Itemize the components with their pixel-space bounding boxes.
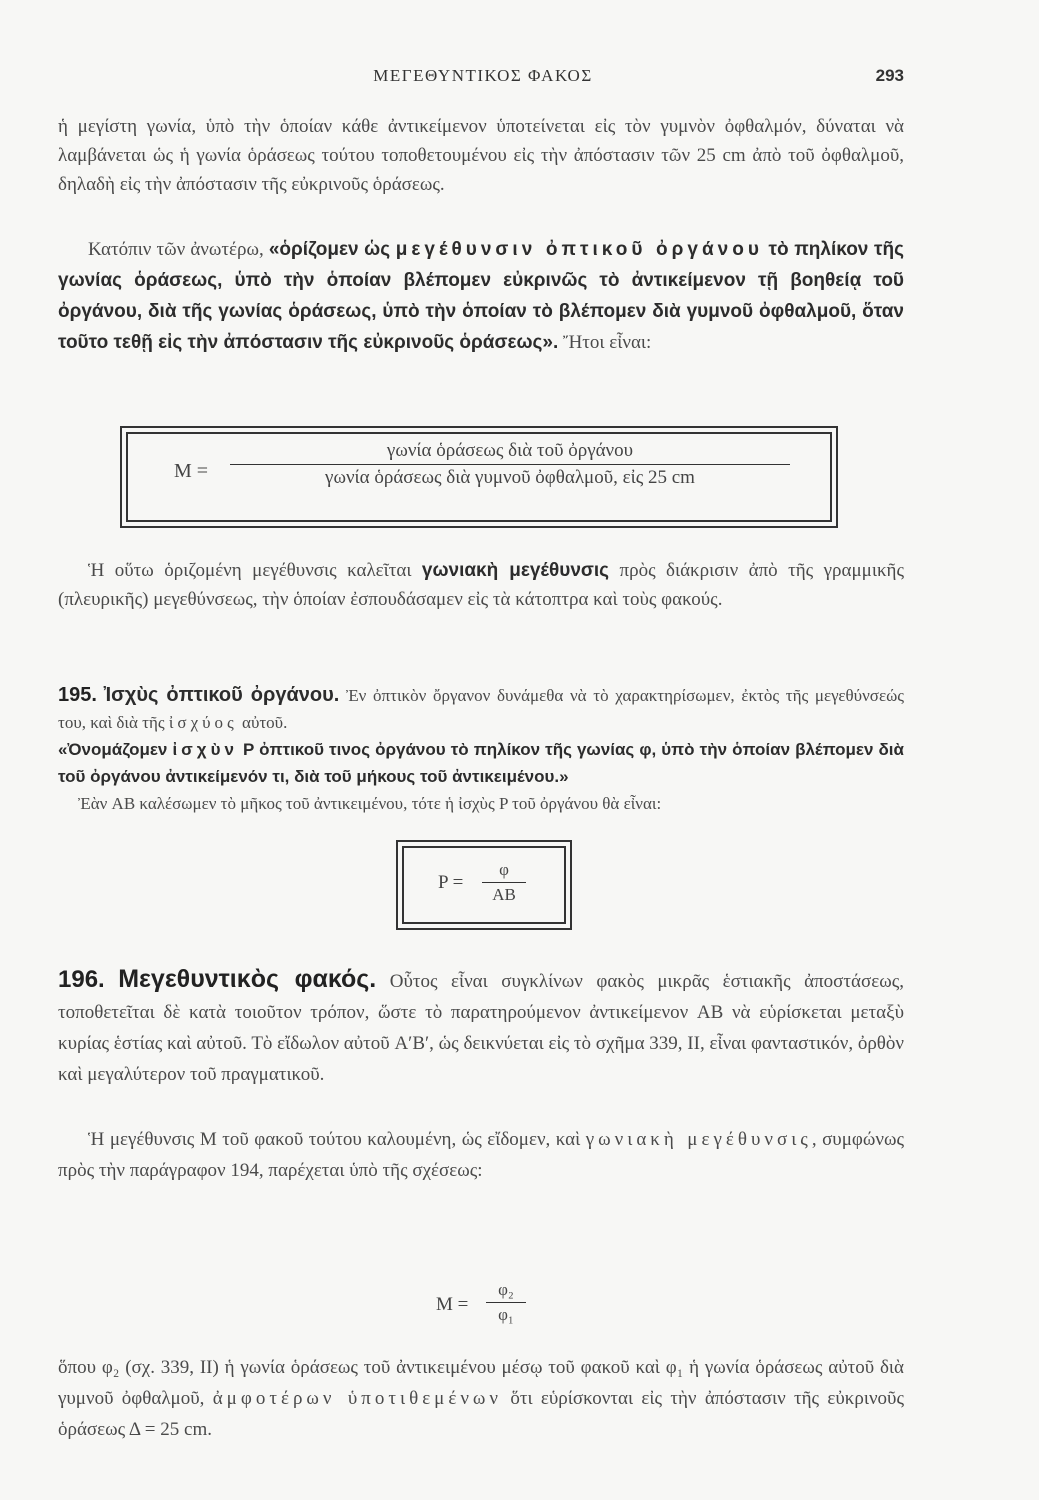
formula1-lhs: M = <box>174 460 209 482</box>
section-196 <box>58 964 904 1090</box>
section-195-number: 195. <box>58 684 97 706</box>
final-rest: ὅτι εὑρίσκονται εἰς τὴν ἀπόστασιν τῆς εὐκρινοῦς ὁράσεως Δ = 25 cm. <box>58 1388 904 1440</box>
paragraph-definition-magnification <box>58 234 904 358</box>
para3-term: γωνιακὴ μεγέθυνσις <box>421 560 610 581</box>
paragraph-1: ἡ μεγίστη γωνία, ὑπὸ τὴν ὁποίαν κάθε ἀντικείμενον ὑποτείνεται εἰς τὸν γυμνὸν ὀφθαλμόν, δύναται νὰ λαμβάνεται ὡς ἡ γωνία ὁράσεως τούτου τοποθετουμένου εἰς τὴν ἀπόστασιν τῶν 25 cm ἀπὸ τοῦ ὀφθαλμοῦ, δηλαδὴ εἰς τὴν ἀπόστασιν τῆς εὐκρινοῦς ὁράσεως. <box>58 116 904 195</box>
para2-def-start: «ὁρίζομεν ὡς <box>268 239 396 260</box>
para2-lead: Κατόπιν τῶν ἀνωτέρω, <box>88 239 269 260</box>
section-195-def-rest: P ὀπτικοῦ τινος ὀργάνου τὸ πηλίκον τῆς γωνίας φ, ὑπὸ τὴν ὁποίαν βλέπομεν διὰ τοῦ ὀργάνου ἀντικείμενόν τι, διὰ τοῦ μήκους τοῦ ἀντικειμένου.» <box>58 740 904 786</box>
para2-tail: Ἤτοι εἶναι: <box>558 332 652 353</box>
formula2-numerator: φ <box>499 860 509 879</box>
para2-def-term: μεγέθυνσιν ὀπτικοῦ ὀργάνου <box>395 239 763 260</box>
running-title: ΜΕΓΕΘΥΝΤΙΚΟΣ ΦΑΚΟΣ <box>373 66 593 85</box>
section-195 <box>58 682 904 817</box>
section-195-intro-term: ἰσχύος <box>168 713 238 732</box>
formula1-denominator: γωνία ὁράσεως διὰ γυμνοῦ ὀφθαλμοῦ, εἰς 25 cm <box>230 464 790 489</box>
para3-rest: πρὸς διάκρισιν ἀπὸ τῆς γραμμικῆς (πλευρικῆς) μεγεθύνσεως, τὴν ὁποίαν ἐσπουδάσαμεν εἰς τὰ κάτοπτρα καὶ τοὺς φακούς. <box>58 560 904 610</box>
formula3-numerator: φ₂ <box>498 1280 514 1299</box>
section-195-intro: Ἐν ὀπτικὸν ὄργανον δυνάμεθα νὰ τὸ χαρακτηρίσωμεν, ἐκτὸς τῆς μεγεθύνσεώς του, καὶ διὰ τῆς <box>58 686 904 732</box>
formula1-fraction <box>230 440 790 489</box>
para2-def-rest: τὸ πηλίκον τῆς γωνίας ὁράσεως, ὑπὸ τὴν ὁποίαν βλέπομεν εὐκρινῶς τὸ ἀντικείμενον τῇ βοηθείᾳ τοῦ ὀργάνου, διὰ τῆς γωνίας ὁράσεως, ὑπὸ τὴν ὁποίαν τὸ βλέπομεν διὰ γυμνοῦ ὀφθαλμοῦ, ὅταν τοῦτο τεθῇ εἰς τὴν ἀπόστασιν τῆς εὐκρινοῦς ὁράσεως». <box>58 239 904 353</box>
section-196-number: 196. <box>58 966 105 993</box>
formula3-lhs: M = <box>436 1294 469 1315</box>
formula-lens-magnification <box>436 1272 556 1342</box>
section-195-title: Ἰσχὺς ὀπτικοῦ ὀργάνου. <box>103 684 340 706</box>
formula2-lhs: P = <box>438 872 464 893</box>
page-number: 293 <box>875 66 904 85</box>
section-196-p2-rest: , συμφώνως πρὸς τὴν παράγραφον 194, παρέχεται ὑπὸ τῆς σχέσεως: <box>58 1129 904 1181</box>
final-term: ἀμφοτέρων ὑποτιθεμένων <box>212 1388 503 1409</box>
formula3-denominator: φ₁ <box>486 1302 526 1325</box>
paragraph-lens-magnification <box>58 1124 904 1186</box>
para3-start: Ἡ οὕτω ὁριζομένη μεγέθυνσις καλεῖται <box>88 560 422 581</box>
section-195-def-term: ἰσχὺν <box>172 740 238 759</box>
section-196-p2-term: γωνιακὴ μεγέθυνσις <box>585 1129 812 1150</box>
formula2-denominator: AB <box>482 882 526 905</box>
paragraph-final <box>58 1352 904 1445</box>
section-196-body: Οὗτος εἶναι συγκλίνων φακὸς μικρᾶς ἑστιακῆς ἀποστάσεως, τοποθετεῖται δὲ κατὰ τοιοῦτον τρόπον, ὥστε τὸ παρατηρούμενον ἀντικείμενον AB νὰ εὑρίσκεται μεταξὺ κυρίας ἑστίας καὶ αὐτοῦ. Τὸ εἴδωλον αὐτοῦ A′B′, ὡς δεικνύεται εἰς τὸ σχῆμα 339, II, εἶναι φανταστικόν, ὀρθὸν καὶ μεγαλύτερον τοῦ πραγματικοῦ. <box>58 971 905 1085</box>
section-196-p2-start: Ἡ μεγέθυνσις M τοῦ φακοῦ τούτου καλουμένη, ὡς εἴδομεν, καὶ <box>88 1129 586 1150</box>
formula1-numerator: γωνία ὁράσεως διὰ τοῦ ὀργάνου <box>386 440 634 461</box>
final-start: ὅπου φ₂ (σχ. 339, II) ἡ γωνία ὁράσεως τοῦ ἀντικειμένου μέσῳ τοῦ φακοῦ καὶ φ₁ ἡ γωνία ὁράσεως αὐτοῦ διὰ γυμνοῦ ὀφθαλμοῦ, <box>58 1357 904 1409</box>
formula2-fraction <box>482 860 526 905</box>
section-196-title: Μεγεθυντικὸς φακός. <box>118 965 377 993</box>
page-header <box>62 66 904 96</box>
formula-box-power <box>396 840 572 930</box>
formula-box-magnification <box>120 426 838 528</box>
section-195-intro-end: αὐτοῦ. <box>237 713 288 732</box>
formula3-fraction <box>486 1280 526 1325</box>
section-195-after: Ἐὰν AB καλέσωμεν τὸ μῆκος τοῦ ἀντικειμένου, τότε ἡ ἰσχὺς P τοῦ ὀργάνου θὰ εἶναι: <box>78 794 662 813</box>
paragraph-angular-magnification <box>58 556 904 614</box>
section-195-def-start: «Ὀνομάζομεν <box>58 740 173 759</box>
